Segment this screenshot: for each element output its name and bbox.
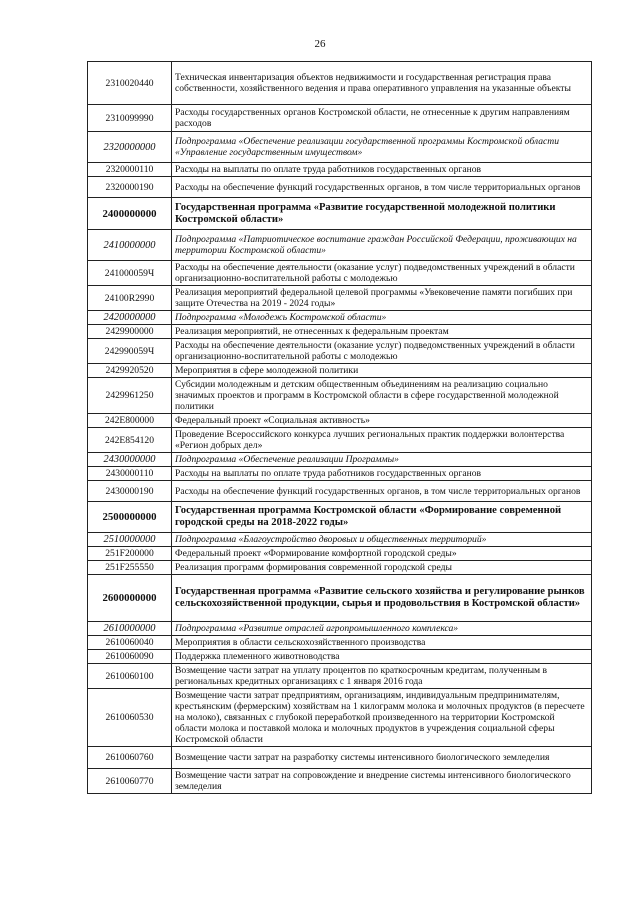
expense-description: Расходы государственных органов Костромской области, не отнесенные к другим направлениям расходов xyxy=(172,105,592,132)
table-row xyxy=(88,650,592,664)
target-item-code: 2430000000 xyxy=(88,453,172,467)
table-row xyxy=(88,769,592,794)
expense-description: Подпрограмма «Благоустройство дворовых и общественных территорий» xyxy=(172,533,592,547)
expense-description: Государственная программа Костромской области «Формирование современной городской среды на 2018-2022 годы» xyxy=(172,502,592,533)
expense-description: Расходы на обеспечение деятельности (оказание услуг) подведомственных учреждений в области организационно-воспитательной работы с молодежью xyxy=(172,339,592,364)
program-row xyxy=(88,575,592,622)
subprogram-row xyxy=(88,453,592,467)
subprogram-row xyxy=(88,230,592,261)
target-item-code: 2310099990 xyxy=(88,105,172,132)
subprogram-row xyxy=(88,622,592,636)
table-row xyxy=(88,664,592,689)
expense-description: Реализация мероприятий, не отнесенных к федеральным проектам xyxy=(172,325,592,339)
target-item-code: 242E854120 xyxy=(88,428,172,453)
target-item-code: 2310020440 xyxy=(88,62,172,105)
target-item-code: 2610000000 xyxy=(88,622,172,636)
target-item-code: 251F255550 xyxy=(88,561,172,575)
target-item-code: 2430000190 xyxy=(88,481,172,502)
table-row xyxy=(88,689,592,747)
target-item-code: 2610060770 xyxy=(88,769,172,794)
expense-description: Техническая инвентаризация объектов недвижимости и государственная регистрация права собственности, хозяйственного ведения и права оперативного управления на указанные объекты xyxy=(172,62,592,105)
target-item-code: 2320000190 xyxy=(88,177,172,198)
table-row xyxy=(88,339,592,364)
table-row xyxy=(88,286,592,311)
target-item-code: 2420000000 xyxy=(88,311,172,325)
table-row xyxy=(88,481,592,502)
target-item-code: 2600000000 xyxy=(88,575,172,622)
expense-description: Подпрограмма «Патриотическое воспитание граждан Российской Федерации, проживающих на территории Костромской области» xyxy=(172,230,592,261)
expense-description: Возмещение части затрат на сопровождение и внедрение системы интенсивного биологического земледелия xyxy=(172,769,592,794)
target-item-code: 242E800000 xyxy=(88,414,172,428)
table-row xyxy=(88,163,592,177)
expense-description: Проведение Всероссийского конкурса лучших региональных практик поддержки волонтерства «Регион добрых дел» xyxy=(172,428,592,453)
expense-description: Подпрограмма «Развитие отраслей агропромышленного комплекса» xyxy=(172,622,592,636)
expense-description: Расходы на обеспечение деятельности (оказание услуг) подведомственных учреждений в области организационно-воспитательной работы с молодежью xyxy=(172,261,592,286)
table-row xyxy=(88,261,592,286)
expense-description: Поддержка племенного животноводства xyxy=(172,650,592,664)
expense-description: Подпрограмма «Молодежь Костромской области» xyxy=(172,311,592,325)
expense-description: Государственная программа «Развитие сельского хозяйства и регулирование рынков сельскохозяйственной продукции, сырья и продовольствия в Костромской области» xyxy=(172,575,592,622)
page-number: 26 xyxy=(314,38,326,50)
table-row xyxy=(88,747,592,769)
table-row xyxy=(88,364,592,378)
subprogram-row xyxy=(88,311,592,325)
program-row xyxy=(88,502,592,533)
expense-description: Расходы на обеспечение функций государственных органов, в том числе территориальных органов xyxy=(172,177,592,198)
target-item-code: 2610060100 xyxy=(88,664,172,689)
table-row xyxy=(88,467,592,481)
target-item-code: 2429920520 xyxy=(88,364,172,378)
program-row xyxy=(88,198,592,230)
expense-description: Мероприятия в области сельскохозяйственного производства xyxy=(172,636,592,650)
table-row xyxy=(88,547,592,561)
expense-description: Федеральный проект «Социальная активность» xyxy=(172,414,592,428)
table-row xyxy=(88,62,592,105)
expense-description: Возмещение части затрат на уплату процентов по краткосрочным кредитам, полученным в региональных кредитных организациях с 1 января 2016 года xyxy=(172,664,592,689)
table-body xyxy=(88,62,592,794)
table-row xyxy=(88,428,592,453)
expense-description: Расходы на выплаты по оплате труда работников государственных органов xyxy=(172,467,592,481)
expense-description: Реализация мероприятий федеральной целевой программы «Увековечение памяти погибших при защите Отечества на 2019 - 2024 годы» xyxy=(172,286,592,311)
target-item-code: 24100R2990 xyxy=(88,286,172,311)
expense-description: Мероприятия в сфере молодежной политики xyxy=(172,364,592,378)
target-item-code: 2320000110 xyxy=(88,163,172,177)
target-item-code: 2610060090 xyxy=(88,650,172,664)
target-item-code: 2320000000 xyxy=(88,132,172,163)
expense-description: Возмещение части затрат на разработку системы интенсивного биологического земледелия xyxy=(172,747,592,769)
target-item-code: 2400000000 xyxy=(88,198,172,230)
table-row xyxy=(88,325,592,339)
subprogram-row xyxy=(88,533,592,547)
target-item-code: 2510000000 xyxy=(88,533,172,547)
table-row xyxy=(88,414,592,428)
target-item-code: 2610060040 xyxy=(88,636,172,650)
target-item-code: 2610060760 xyxy=(88,747,172,769)
expense-description: Расходы на обеспечение функций государственных органов, в том числе территориальных органов xyxy=(172,481,592,502)
budget-classification-table xyxy=(87,61,592,794)
table-row xyxy=(88,561,592,575)
target-item-code: 251F200000 xyxy=(88,547,172,561)
target-item-code: 2429961250 xyxy=(88,378,172,414)
table-row xyxy=(88,177,592,198)
target-item-code: 2500000000 xyxy=(88,502,172,533)
expense-description: Субсидии молодежным и детским общественным объединениям на реализацию социально значимых проектов и программ в Костромской области в сфере государственной молодежной политики xyxy=(172,378,592,414)
target-item-code: 2430000110 xyxy=(88,467,172,481)
expense-description: Подпрограмма «Обеспечение реализации Программы» xyxy=(172,453,592,467)
expense-description: Подпрограмма «Обеспечение реализации государственной программы Костромской области «Управление государственным имуществом» xyxy=(172,132,592,163)
expense-description: Федеральный проект «Формирование комфортной городской среды» xyxy=(172,547,592,561)
target-item-code: 242990059Ч xyxy=(88,339,172,364)
target-item-code: 241000059Ч xyxy=(88,261,172,286)
table-row xyxy=(88,105,592,132)
table-row xyxy=(88,636,592,650)
expense-description: Государственная программа «Развитие государственной молодежной политики Костромской области» xyxy=(172,198,592,230)
table-row xyxy=(88,378,592,414)
subprogram-row xyxy=(88,132,592,163)
expense-description: Расходы на выплаты по оплате труда работников государственных органов xyxy=(172,163,592,177)
target-item-code: 2410000000 xyxy=(88,230,172,261)
target-item-code: 2610060530 xyxy=(88,689,172,747)
target-item-code: 2429900000 xyxy=(88,325,172,339)
expense-description: Реализация программ формирования современной городской среды xyxy=(172,561,592,575)
expense-description: Возмещение части затрат предприятиям, организациям, индивидуальным предпринимателям, крестьянским (фермерским) хозяйствам на 1 килограмм молока и молочных продуктов (в пересчете на молоко), связанных с глубокой переработкой произведенного на территории Костромской области молока и поставкой молока и молочных продуктов в учреждения социальной сферы Костромской области xyxy=(172,689,592,747)
